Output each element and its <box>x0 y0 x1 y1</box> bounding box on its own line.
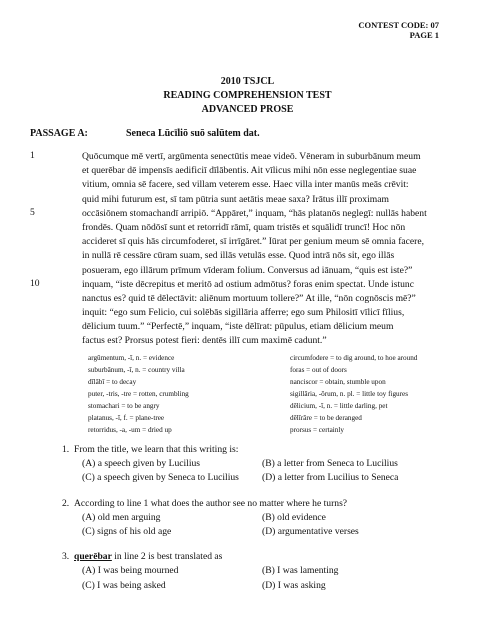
glossary-right-column <box>290 352 417 436</box>
answer-option[interactable]: (B) I was lamenting <box>262 565 339 577</box>
passage-line: vitium, omnia sē facere, sed villam veterem esse. Haec villa inter manūs meās crēvit: <box>82 179 409 191</box>
question-number: 3. <box>62 551 70 563</box>
contest-header <box>358 20 439 40</box>
answer-option[interactable]: (D) I was asking <box>262 579 326 591</box>
options-row <box>62 564 482 578</box>
passage-line: nanctus es? quid tē dēlectāvit: aliēnum mortuum tollere?” At ille, “nōn cognōscis mē?” <box>82 292 416 304</box>
passage-line: posueram, ego illārum prīmum vīderam folium. Conversus ad iānuam, “quis est iste?” <box>82 264 413 276</box>
question-text: in line 2 is best translated as <box>111 551 223 563</box>
glossary-entry: sigillāria, -ōrum, n. pl. = little toy figures <box>290 390 409 398</box>
passage-line: accideret sī quis hās circumfoderet, sī irrīgāret.” Iūrat per genium meum sē omnia facere, <box>82 236 425 248</box>
glossary-entry: nanciscor = obtain, stumble upon <box>290 378 386 386</box>
answer-option[interactable]: (C) signs of his old age <box>82 525 172 537</box>
passage-line: et querēbar dē impensīs aedificiī dīlābentis. Ait vīlicus mihi nōn esse neglegentiae suae <box>82 165 417 177</box>
line-number: 5 <box>30 206 35 218</box>
options-row <box>62 511 482 525</box>
page-number: PAGE 1 <box>409 30 439 40</box>
question-number: 2. <box>62 497 70 509</box>
passage-line: dēlicium tuum.” “Perfectē,” inquam, “iste dēlīrat: pūpulus, etiam dēlicium meum <box>82 321 394 333</box>
question-stem <box>62 497 482 511</box>
test-year-title: 2010 TSJCL <box>220 76 275 87</box>
answer-option[interactable]: (A) a speech given by Lucilius <box>82 458 201 470</box>
passage-line: inquit: “ego sum Felicio, cui solēbās sigillāria afferre; ego sum Philositī vīlicī fīlius, <box>82 307 405 319</box>
question <box>62 550 482 593</box>
passage-label: PASSAGE A: <box>30 128 88 139</box>
passage-title: Seneca Lūcīliō suō salūtem dat. <box>126 128 260 139</box>
passage-line: factus est? Prorsus potest fieri: dentēs illī cum maximē cadunt.” <box>82 335 327 347</box>
passage-heading <box>30 128 260 139</box>
test-level-title: ADVANCED PROSE <box>201 104 294 115</box>
glossary-entry: platanus, -ī, f. = plane-tree <box>88 414 165 422</box>
passage-line: frondēs. Quam nōdōsī sunt et retorridī rāmī, quam tristēs et squālidī truncī! Hoc nōn <box>82 221 406 233</box>
passage-line: occāsiōnem stomachandī arripiō. “Appāret,” inquam, “hās platanōs neglegī: nullās habent <box>82 207 427 219</box>
question <box>62 497 482 540</box>
glossary-entry: circumfodere = to dig around, to hoe around <box>290 354 418 362</box>
passage-line: Quōcumque mē vertī, argūmenta senectūtis meae videō. Vēneram in suburbānum meum <box>82 151 421 162</box>
glossary-entry: suburbānum, -ī, n. = country villa <box>88 366 185 374</box>
question-text: According to line 1 what does the author see no matter where he turns? <box>74 497 348 509</box>
glossary-entry: argūmentum, -ī, n. = evidence <box>88 354 175 362</box>
answer-option[interactable]: (B) a letter from Seneca to Lucilius <box>262 458 398 470</box>
question-keyword: querēbar <box>74 551 112 563</box>
answer-option[interactable]: (C) I was being asked <box>82 579 166 591</box>
question-number: 1. <box>62 444 70 455</box>
options-row <box>62 457 482 471</box>
test-titles <box>0 75 495 117</box>
glossary-entry: dīlābī = to decay <box>88 378 137 386</box>
question <box>62 443 482 486</box>
glossary-entry: foras = out of doors <box>290 366 347 374</box>
glossary-entry: retorridus, -a, -um = dried up <box>88 426 172 434</box>
glossary-left-column <box>88 352 189 436</box>
questions-list <box>62 443 482 604</box>
answer-option[interactable]: (C) a speech given by Seneca to Lucilius <box>82 472 239 484</box>
contest-code: CONTEST CODE: 07 <box>358 20 439 30</box>
passage-text <box>82 150 482 349</box>
question-stem <box>62 550 482 564</box>
options-row <box>62 525 482 539</box>
answer-option[interactable]: (A) I was being mourned <box>82 565 179 577</box>
line-number: 1 <box>30 150 35 161</box>
answer-option[interactable]: (D) a letter from Lucilius to Seneca <box>262 472 399 484</box>
answer-option[interactable]: (A) old men arguing <box>82 511 161 523</box>
glossary-entry: dēlicium, -ī, n. = little darling, pet <box>290 402 388 410</box>
glossary-entry: prorsus = certainly <box>290 426 344 434</box>
test-name-title: READING COMPREHENSION TEST <box>163 90 332 101</box>
question-stem <box>62 443 482 457</box>
answer-option[interactable]: (B) old evidence <box>262 511 326 523</box>
glossary-entry: puter, -tris, -tre = rotten, crumbling <box>88 390 189 398</box>
options-row <box>62 471 482 485</box>
question-text: From the title, we learn that this writing is: <box>74 444 239 455</box>
answer-option[interactable]: (D) argumentative verses <box>262 525 359 537</box>
passage-line: inquam, “iste dēcrepitus et meritō ad ostium admōtus? foras enim spectat. Unde istunc <box>82 278 414 290</box>
line-number: 10 <box>30 277 40 289</box>
passage-line: in nullā rē cessāre cūram suam, sed illās vetulās esse. Quod intrā nōs sit, ego illās <box>82 250 395 262</box>
passage-line: quid mihi futurum est, sī tam pūtria sunt aetātis meae saxa? Irātus illī proximam <box>82 193 389 205</box>
options-row <box>62 579 482 593</box>
glossary-entry: stomachari = to be angry <box>88 402 160 410</box>
glossary-entry: dēlīrāre = to be deranged <box>290 414 362 422</box>
